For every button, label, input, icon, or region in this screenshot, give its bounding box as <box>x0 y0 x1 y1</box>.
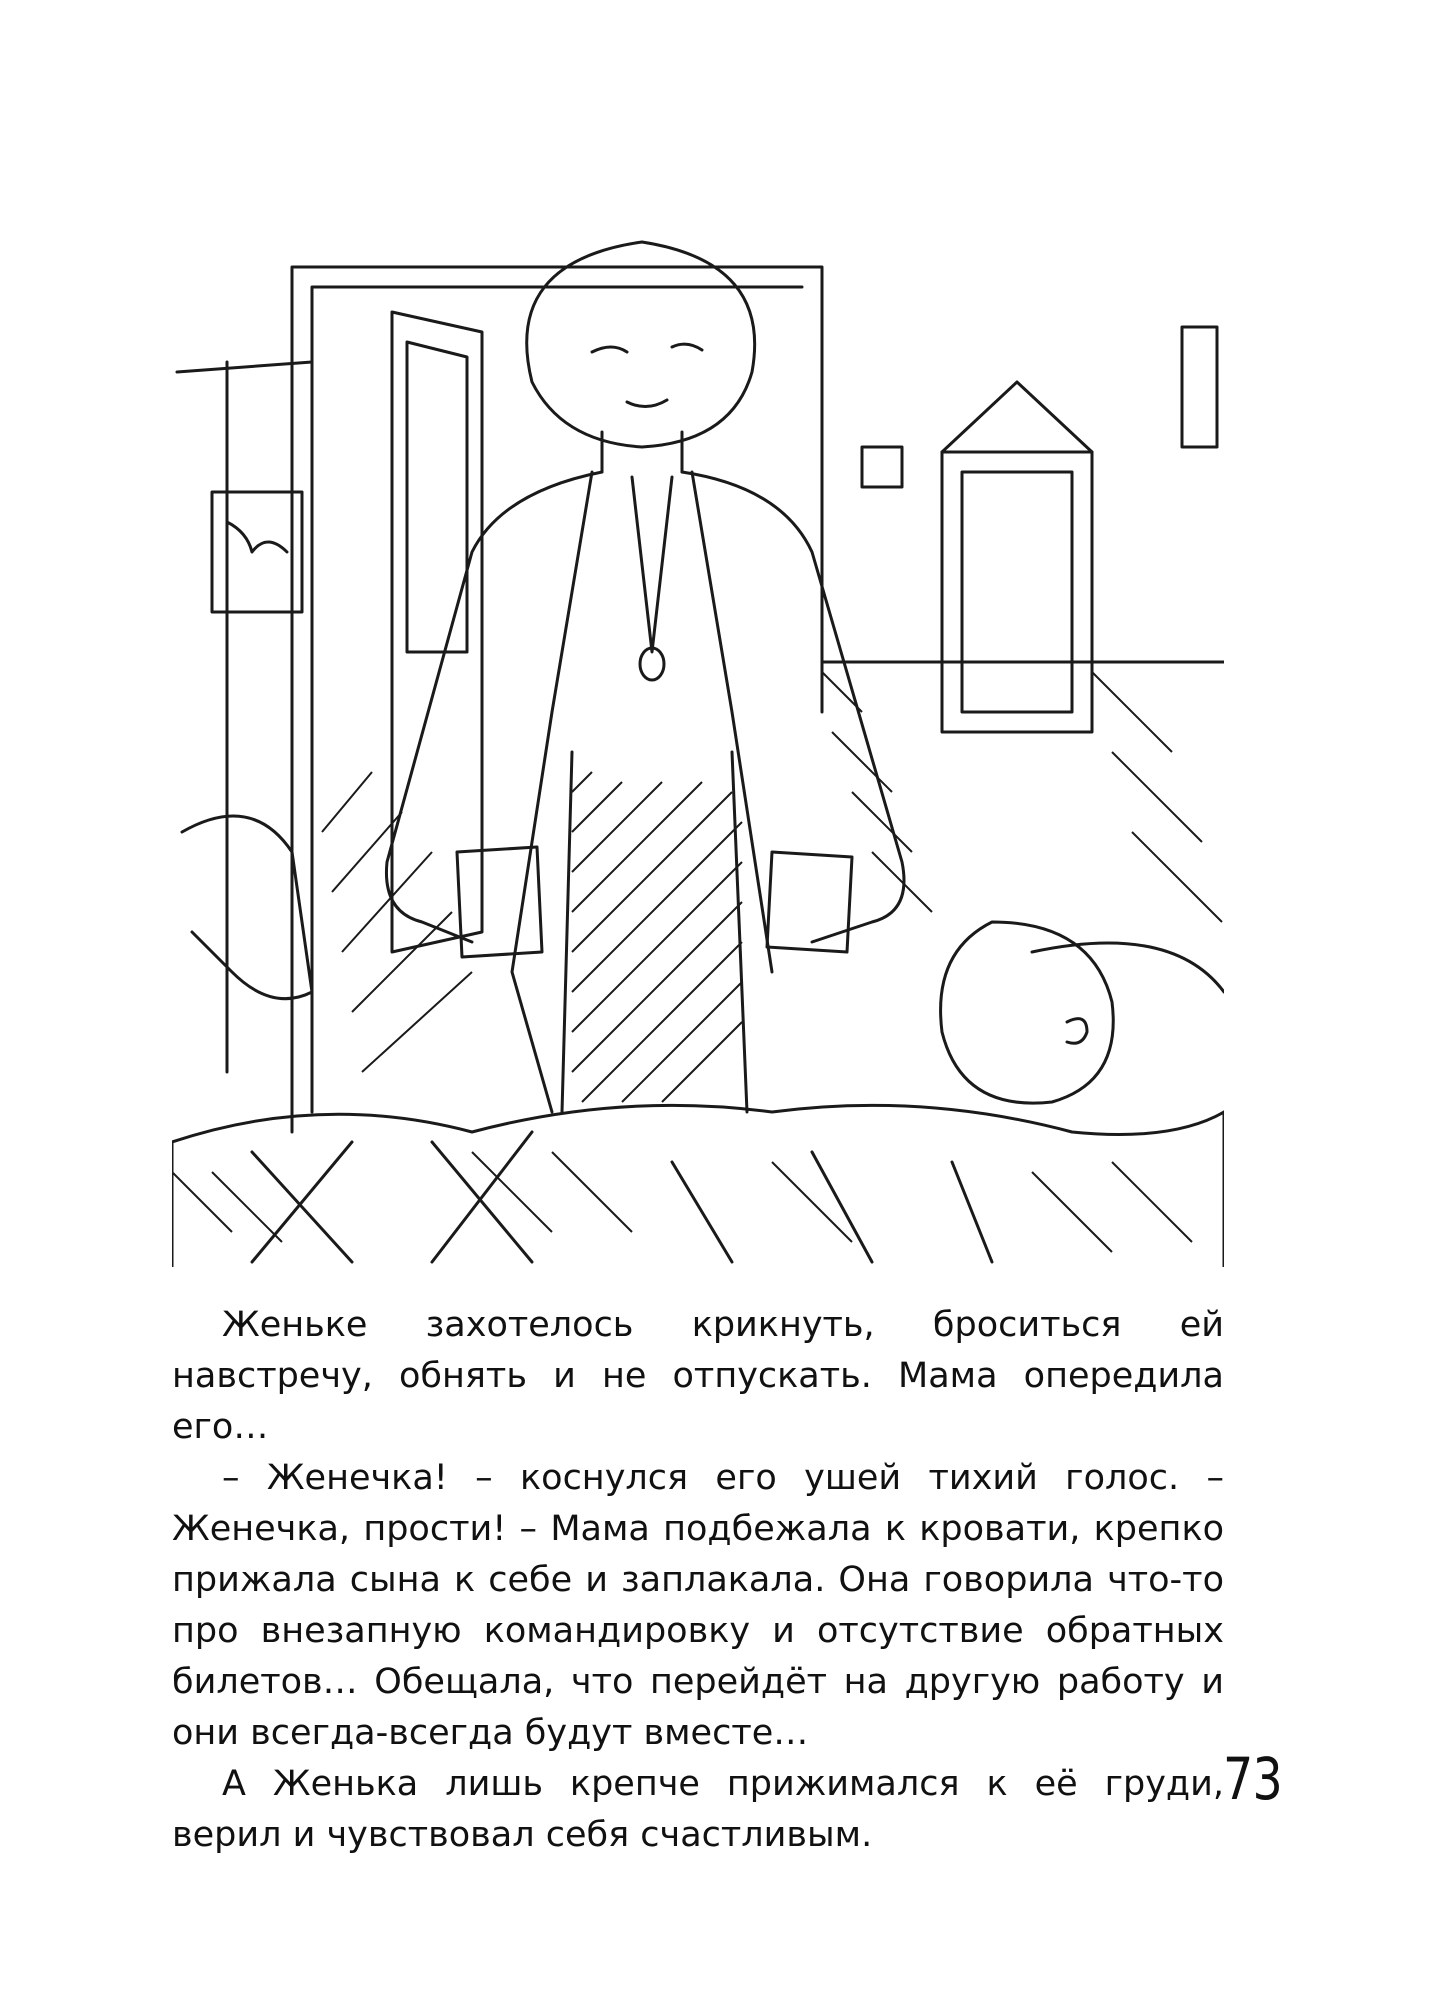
page-number: 73 <box>1223 1745 1282 1813</box>
story-text <box>172 1300 1224 1861</box>
illustration <box>172 232 1224 1267</box>
hospital-scene-drawing <box>172 232 1224 1267</box>
paragraph-1: Женьке захотелось крикнуть, броситься ей навстречу, обнять и не отпускать. Мама опередила его… <box>172 1305 1224 1447</box>
paragraph-3: А Женька лишь крепче прижимался к её груди, верил и чувствовал себя счастливым. <box>172 1764 1224 1855</box>
paragraph-2: – Женечка! – коснулся его ушей тихий голос. – Женечка, прости! – Мама подбежала к кровати, крепко прижала сына к себе и заплакала. Она говорила что-то про внезапную командировку и отсутствие обратных билетов… Обещала, что перейдёт на другую работу и они всегда-всегда будут вместе… <box>172 1458 1224 1753</box>
